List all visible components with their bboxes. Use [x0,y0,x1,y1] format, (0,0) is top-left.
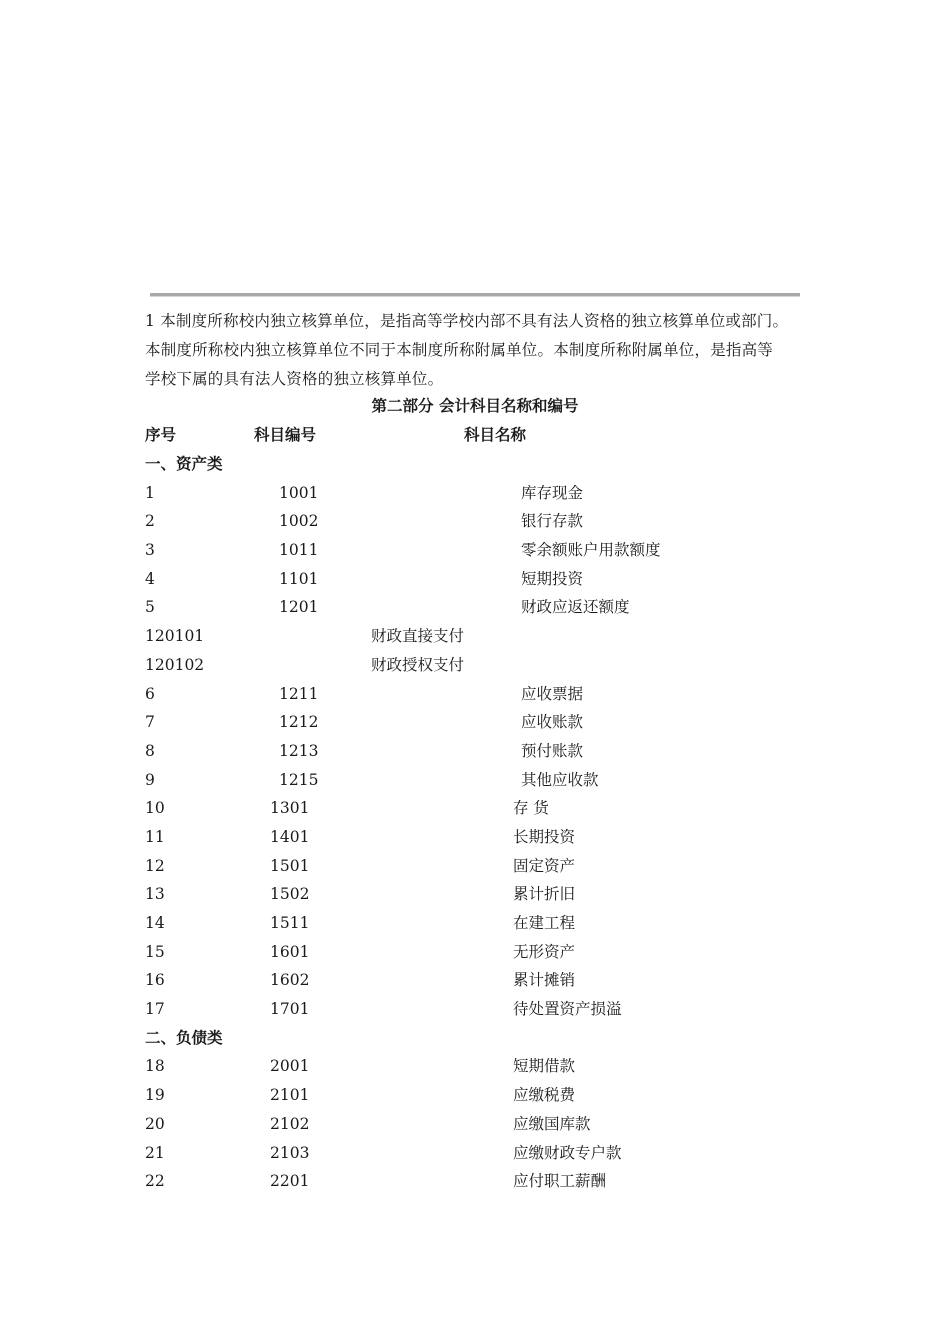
table-row [0,1169,950,1198]
account-name: 应收票据 [521,684,584,703]
account-code: 1215 [279,770,319,789]
category-label: 一、资产类 [145,455,223,473]
table-row [0,768,950,797]
row-number: 20 [145,1114,165,1133]
row-number: 19 [145,1086,165,1105]
section-title: 第二部分 会计科目名称和编号 [371,397,579,415]
category-label: 二、负债类 [145,1028,223,1047]
category-row [0,452,950,481]
table-row [0,653,950,682]
account-code: 1701 [270,1000,310,1019]
account-code: 1502 [270,885,310,904]
account-name: 零余额账户用款额度 [521,541,661,560]
account-name: 存 货 [513,799,549,818]
row-number: 11 [145,827,165,846]
account-name: 应缴税费 [513,1086,576,1105]
account-name: 其他应收款 [521,770,599,789]
row-number: 12 [145,856,165,875]
row-number: 18 [145,1057,165,1076]
account-name: 应收账款 [521,713,584,732]
account-name: 财政应返还额度 [521,598,630,617]
table-row [0,1083,950,1112]
footnote [145,307,845,394]
footnote-line: 学校下属的具有法人资格的独立核算单位。 [145,370,444,388]
table-row [0,739,950,768]
table-row [0,710,950,739]
row-number: 3 [145,541,155,560]
account-name: 短期借款 [513,1057,576,1076]
row-number: 21 [145,1143,165,1162]
row-number: 9 [145,770,155,789]
table-row [0,1141,950,1170]
table-row [0,997,950,1026]
row-number: 10 [145,799,165,818]
account-name: 待处置资产损溢 [513,1000,622,1019]
table-row [0,825,950,854]
row-number: 5 [145,598,155,617]
account-code: 2201 [270,1172,310,1191]
row-number: 14 [145,914,165,932]
table-row [0,911,950,940]
row-number: 15 [145,942,165,961]
footnote-line: 1 本制度所称校内独立核算单位，是指高等学校内部不具有法人资格的独立核算单位或部门。 [145,312,789,330]
row-number: 2 [145,512,155,531]
account-code: 2101 [270,1086,310,1105]
account-name: 在建工程 [513,914,576,932]
row-number: 8 [145,741,155,760]
account-code: 1201 [279,598,319,617]
table-row [0,509,950,538]
account-code: 1011 [279,541,319,560]
account-name: 应缴国库款 [513,1114,591,1133]
account-code: 1602 [270,971,310,990]
header-no: 序号 [145,426,177,444]
table-row [0,940,950,969]
table-row [0,796,950,825]
sub-name: 财政直接支付 [371,627,465,646]
account-name: 无形资产 [513,942,576,961]
account-code: 1401 [270,827,310,846]
account-name: 累计折旧 [513,885,576,904]
table-row [0,624,950,653]
table-row [0,1054,950,1083]
account-table [0,452,950,1198]
row-number: 6 [145,684,155,703]
account-code: 1501 [270,856,310,875]
account-code: 1001 [279,483,319,502]
row-number: 22 [145,1172,165,1191]
account-name: 长期投资 [513,827,576,846]
sub-code: 120101 [145,627,205,646]
row-number: 16 [145,971,165,990]
table-row [0,595,950,624]
account-code: 1101 [279,569,319,588]
header-code: 科目编号 [254,426,317,444]
account-code: 1211 [279,684,319,703]
table-row [0,882,950,911]
header-name: 科目名称 [464,426,527,444]
table-row [0,682,950,711]
account-code: 1601 [270,942,310,961]
table-row [0,538,950,567]
row-number: 1 [145,483,155,502]
category-row [0,1026,950,1055]
row-number: 4 [145,569,155,588]
account-name: 应付职工薪酬 [513,1172,607,1191]
account-code: 1301 [270,799,310,818]
account-name: 固定资产 [513,856,576,875]
account-name: 累计摊销 [513,971,576,990]
sub-name: 财政授权支付 [371,655,465,674]
account-code: 2001 [270,1057,310,1076]
account-code: 1002 [279,512,319,531]
row-number: 13 [145,885,165,904]
account-name: 库存现金 [521,483,584,502]
account-name: 预付账款 [521,741,584,760]
table-row [0,968,950,997]
account-code: 1511 [270,914,310,932]
table-row [0,1112,950,1141]
table-row [0,481,950,510]
account-code: 1213 [279,741,319,760]
table-row [0,854,950,883]
footnote-divider [150,293,800,297]
footnote-line: 本制度所称校内独立核算单位不同于本制度所称附属单位。本制度所称附属单位，是指高等 [145,341,774,359]
account-code: 2103 [270,1143,310,1162]
account-name: 应缴财政专户款 [513,1143,622,1162]
account-name: 短期投资 [521,569,584,588]
row-number: 17 [145,1000,165,1019]
table-row [0,567,950,596]
account-name: 银行存款 [521,512,584,531]
sub-code: 120102 [145,655,205,674]
account-code: 1212 [279,713,319,732]
account-code: 2102 [270,1114,310,1133]
row-number: 7 [145,713,155,732]
